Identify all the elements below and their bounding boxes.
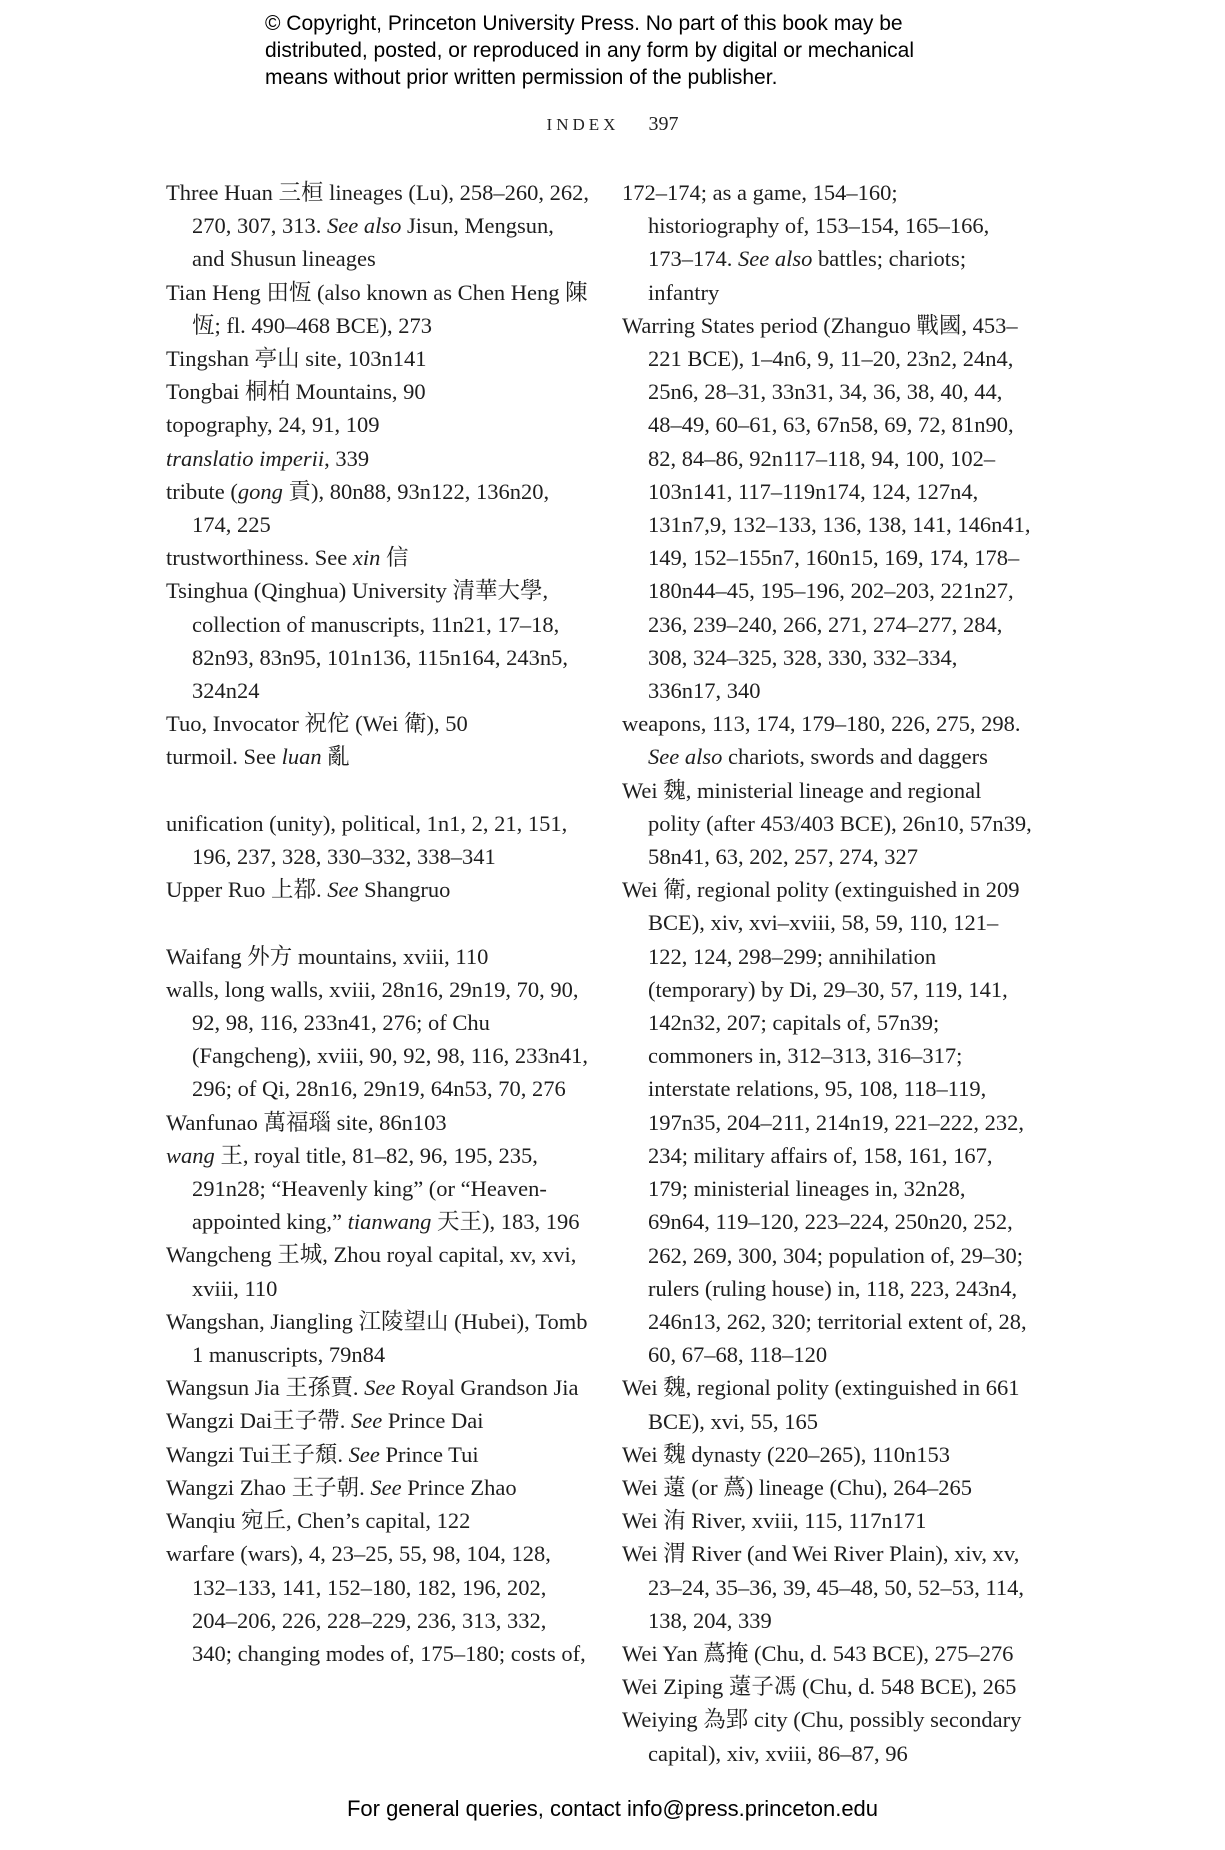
index-entry: Wangzi Zhao 王子朝. See Prince Zhao (166, 1474, 517, 1500)
index-entry: warfare (wars), 4, 23–25, 55, 98, 104, 128, 132–133, 141, 152–180, 182, 196, 202, 204–206, 226, 228–229, 236, 313, 332, 340; changing modes of, 175–180; costs of, (166, 1541, 586, 1666)
index-entry: weapons, 113, 174, 179–180, 226, 275, 298. See also chariots, swords and daggers (622, 711, 1021, 770)
index-entry: Wangshan, Jiangling 江陵望山 (Hubei), Tomb 1 manuscripts, 79n84 (166, 1308, 588, 1368)
index-entry: Wei 衛, regional polity (extinguished in 209 BCE), xiv, xvi–xviii, 58, 59, 110, 121–122, 124, 298–299; annihilation (temporary) by Di, 29–30, 57, 119, 141, 142n32, 207; capitals of, 57n39; commoners in, 312–313, 316–317; interstate relations, 95, 108, 118–119, 197n35, 204–211, 214n19, 221–222, 232, 234; military affairs of, 158, 161, 167, 179; ministerial lineages in, 32n28, 69n64, 119–120, 223–224, 250n20, 252, 262, 269, 300, 304; population of, 29–30; rulers (ruling house) in, 118, 223, 243n4, 246n13, 262, 320; territorial extent of, 28, 60, 67–68, 118–120 (622, 877, 1027, 1368)
index-entry: Wei 魏, ministerial lineage and regional polity (after 453/403 BCE), 26n10, 57n39, 58n41, 63, 202, 257, 274, 327 (622, 777, 1032, 870)
index-entry: Wangsun Jia 王孫賈. See Royal Grandson Jia (166, 1375, 579, 1401)
index-entry: Wangcheng 王城, Zhou royal capital, xv, xvi, xviii, 110 (166, 1242, 577, 1301)
letter-group-gap (166, 906, 591, 939)
index-entry: Wei 渭 River (and Wei River Plain), xiv, xv, 23–24, 35–36, 39, 45–48, 50, 52–53, 114, 138, 204, 339 (622, 1541, 1025, 1633)
index-entry: Three Huan 三桓 lineages (Lu), 258–260, 262, 270, 307, 313. See also Jisun, Mengsun, and Shusun lineages (166, 180, 590, 272)
index-entry: Tuo, Invocator 祝佗 (Wei 衛), 50 (166, 711, 468, 737)
letter-group-gap (166, 774, 591, 807)
copyright-line: means without prior written permission of the publisher. (265, 66, 778, 89)
index-entry: Wei 薳 (or 蔿) lineage (Chu), 264–265 (622, 1474, 972, 1500)
index-column-right (622, 176, 1032, 1770)
running-title: INDEX (546, 115, 620, 134)
index-entry: Wei Yan 蔿掩 (Chu, d. 543 BCE), 275–276 (622, 1640, 1014, 1666)
footer-contact: For general queries, contact info@press.princeton.edu (346, 1796, 879, 1821)
running-head (0, 113, 1225, 136)
index-entry: Wei 魏, regional polity (extinguished in 661 BCE), xvi, 55, 165 (622, 1375, 1020, 1434)
index-entry-continuation: 172–174; as a game, 154–160; historiography of, 153–154, 165–166, 173–174. See also battles; chariots; infantry (622, 180, 990, 305)
index-entry: Wangzi Tui王子頹. See Prince Tui (166, 1441, 479, 1467)
index-entry: Tsinghua (Qinghua) University 清華大學, collection of manuscripts, 11n21, 17–18, 82n93, 83n95, 101n136, 115n164, 243n5, 324n24 (166, 578, 569, 704)
index-entry: turmoil. See luan 亂 (166, 744, 350, 770)
copyright-line: © Copyright, Princeton University Press. No part of this book may be (265, 12, 903, 35)
index-entry: Wangzi Dai王子帶. See Prince Dai (166, 1408, 484, 1434)
index-entry: Tingshan 亭山 site, 103n141 (166, 346, 427, 372)
index-entry: Waifang 外方 mountains, xviii, 110 (166, 943, 489, 969)
index-entry: Weiying 為郢 city (Chu, possibly secondary capital), xiv, xviii, 86–87, 96 (622, 1707, 1022, 1766)
index-entry: translatio imperii, 339 (166, 445, 370, 471)
copyright-notice (265, 10, 985, 91)
index-entry: Wei 魏 dynasty (220–265), 110n153 (622, 1441, 950, 1467)
index-entry: Wanqiu 宛丘, Chen’s capital, 122 (166, 1508, 471, 1534)
index-entry: trustworthiness. See xin 信 (166, 545, 409, 571)
index-entry: unification (unity), political, 1n1, 2, 21, 151, 196, 237, 328, 330–332, 338–341 (166, 810, 568, 870)
index-entry: Warring States period (Zhanguo 戰國, 453–221 BCE), 1–4n6, 9, 11–20, 23n2, 24n4, 25n6, 28–31, 33n31, 34, 36, 38, 40, 44, 48–49, 60–61, 63, 67n58, 69, 72, 81n90, 82, 84–86, 92n117–118, 94, 100, 102–103n141, 117–119n174, 124, 127n4, 131n7,9, 132–133, 136, 138, 141, 146n41, 149, 152–155n7, 160n15, 169, 174, 178–180n44–45, 195–196, 202–203, 221n27, 236, 239–240, 266, 271, 274–277, 284, 308, 324–325, 328, 330, 332–334, 336n17, 340 (622, 312, 1031, 704)
index-entry: Tian Heng 田恆 (also known as Chen Heng 陳恆; fl. 490–468 BCE), 273 (166, 279, 588, 338)
index-entry: Wanfunao 萬福瑙 site, 86n103 (166, 1109, 447, 1135)
index-entry: Tongbai 桐柏 Mountains, 90 (166, 379, 426, 405)
copyright-line: distributed, posted, or reproduced in any form by digital or mechanical (265, 39, 915, 62)
index-entry: Upper Ruo 上鄀. See Shangruo (166, 877, 451, 903)
index-entry: topography, 24, 91, 109 (166, 412, 380, 438)
index-entry: Wei Ziping 薳子馮 (Chu, d. 548 BCE), 265 (622, 1674, 1017, 1700)
index-entry: wang 王, royal title, 81–82, 96, 195, 235, 291n28; “Heavenly king” (or “Heaven-appointed king,” tianwang 天王), 183, 196 (166, 1142, 580, 1235)
index-entry: Wei 洧 River, xviii, 115, 117n171 (622, 1508, 927, 1534)
index-entry: walls, long walls, xviii, 28n16, 29n19, 70, 90, 92, 98, 116, 233n41, 276; of Chu (Fangcheng), xviii, 90, 92, 98, 116, 233n41, 296; of Qi, 28n16, 29n19, 64n53, 70, 276 (166, 976, 589, 1102)
index-column-left (166, 176, 591, 1670)
page-number: 397 (648, 113, 679, 135)
index-entry: tribute (gong 貢), 80n88, 93n122, 136n20, 174, 225 (166, 478, 550, 538)
